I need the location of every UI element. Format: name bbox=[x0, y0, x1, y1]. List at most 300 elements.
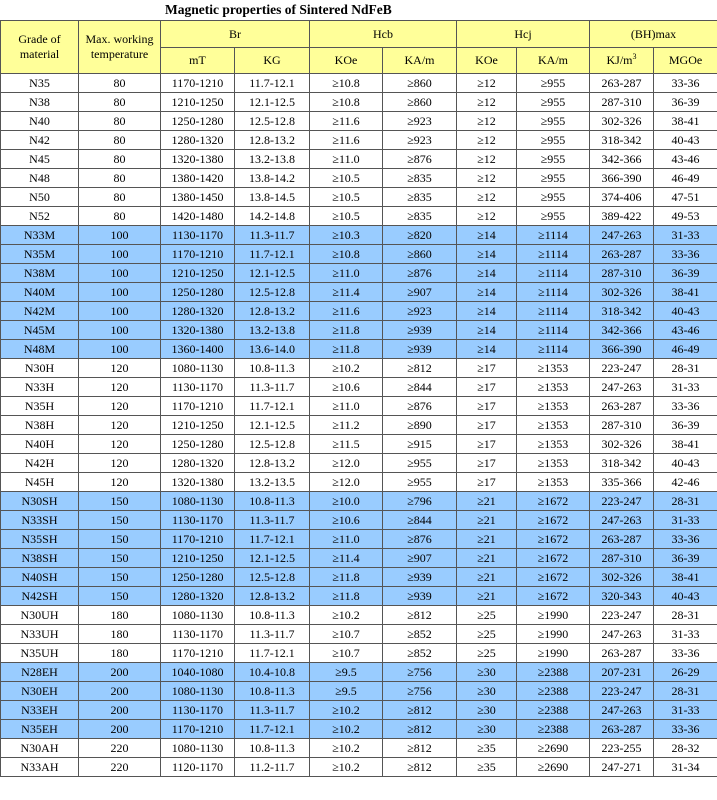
header-grade: Grade of material bbox=[1, 21, 79, 74]
cell-hcj-koe: ≥21 bbox=[457, 587, 517, 606]
cell-hcb-kam: ≥939 bbox=[383, 340, 457, 359]
cell-br-mt: 1380-1420 bbox=[161, 169, 235, 188]
cell-bh-mgoe: 38-41 bbox=[654, 283, 717, 302]
cell-hcb-koe: ≥10.8 bbox=[310, 74, 383, 93]
table-row bbox=[1, 340, 717, 359]
cell-br-kg: 12.5-12.8 bbox=[235, 112, 310, 131]
cell-bh-mgoe: 46-49 bbox=[654, 340, 717, 359]
cell-bh-mgoe: 28-31 bbox=[654, 682, 717, 701]
cell-hcj-kam: ≥955 bbox=[517, 93, 590, 112]
cell-br-mt: 1080-1130 bbox=[161, 359, 235, 378]
cell-br-kg: 12.5-12.8 bbox=[235, 568, 310, 587]
cell-bh-kjm: 374-406 bbox=[590, 188, 654, 207]
cell-hcj-kam: ≥1672 bbox=[517, 511, 590, 530]
cell-grade: N40SH bbox=[1, 568, 79, 587]
cell-hcj-koe: ≥12 bbox=[457, 131, 517, 150]
cell-temperature: 100 bbox=[79, 283, 161, 302]
cell-temperature: 80 bbox=[79, 207, 161, 226]
cell-hcb-kam: ≥852 bbox=[383, 644, 457, 663]
cell-bh-kjm: 223-247 bbox=[590, 682, 654, 701]
cell-bh-kjm: 342-366 bbox=[590, 150, 654, 169]
cell-hcb-kam: ≥844 bbox=[383, 378, 457, 397]
cell-hcj-koe: ≥14 bbox=[457, 302, 517, 321]
cell-temperature: 80 bbox=[79, 112, 161, 131]
cell-br-mt: 1210-1250 bbox=[161, 93, 235, 112]
cell-br-kg: 11.2-11.7 bbox=[235, 758, 310, 777]
cell-hcb-koe: ≥11.0 bbox=[310, 264, 383, 283]
cell-hcb-kam: ≥939 bbox=[383, 568, 457, 587]
cell-grade: N48 bbox=[1, 169, 79, 188]
table-row bbox=[1, 492, 717, 511]
cell-bh-kjm: 389-422 bbox=[590, 207, 654, 226]
cell-temperature: 100 bbox=[79, 226, 161, 245]
cell-temperature: 150 bbox=[79, 492, 161, 511]
cell-bh-mgoe: 31-33 bbox=[654, 625, 717, 644]
cell-bh-mgoe: 33-36 bbox=[654, 530, 717, 549]
cell-hcj-koe: ≥14 bbox=[457, 226, 517, 245]
table-row bbox=[1, 226, 717, 245]
cell-temperature: 180 bbox=[79, 625, 161, 644]
unit-br-mt: mT bbox=[161, 48, 235, 74]
cell-bh-kjm: 247-263 bbox=[590, 226, 654, 245]
table-row bbox=[1, 511, 717, 530]
cell-br-mt: 1170-1210 bbox=[161, 397, 235, 416]
cell-grade: N40M bbox=[1, 283, 79, 302]
cell-hcj-kam: ≥1114 bbox=[517, 264, 590, 283]
cell-br-kg: 11.3-11.7 bbox=[235, 226, 310, 245]
cell-br-kg: 11.3-11.7 bbox=[235, 511, 310, 530]
cell-br-mt: 1170-1210 bbox=[161, 720, 235, 739]
cell-hcb-kam: ≥939 bbox=[383, 321, 457, 340]
cell-hcb-kam: ≥939 bbox=[383, 587, 457, 606]
cell-hcb-koe: ≥10.2 bbox=[310, 739, 383, 758]
table-row bbox=[1, 549, 717, 568]
table-row bbox=[1, 473, 717, 492]
cell-grade: N48M bbox=[1, 340, 79, 359]
cell-grade: N52 bbox=[1, 207, 79, 226]
cell-bh-kjm: 223-247 bbox=[590, 359, 654, 378]
cell-temperature: 120 bbox=[79, 454, 161, 473]
table-row bbox=[1, 397, 717, 416]
cell-hcj-kam: ≥1114 bbox=[517, 245, 590, 264]
cell-br-mt: 1320-1380 bbox=[161, 321, 235, 340]
cell-bh-kjm: 263-287 bbox=[590, 245, 654, 264]
cell-temperature: 150 bbox=[79, 549, 161, 568]
cell-hcj-kam: ≥1672 bbox=[517, 530, 590, 549]
cell-br-mt: 1250-1280 bbox=[161, 283, 235, 302]
cell-bh-kjm: 318-342 bbox=[590, 454, 654, 473]
cell-hcb-kam: ≥907 bbox=[383, 549, 457, 568]
cell-bh-mgoe: 28-31 bbox=[654, 492, 717, 511]
cell-br-kg: 11.7-12.1 bbox=[235, 245, 310, 264]
cell-grade: N38 bbox=[1, 93, 79, 112]
cell-grade: N30EH bbox=[1, 682, 79, 701]
cell-br-kg: 10.8-11.3 bbox=[235, 682, 310, 701]
cell-hcb-koe: ≥11.6 bbox=[310, 131, 383, 150]
unit-bh-kjm-exponent: 3 bbox=[632, 52, 637, 61]
header-bhmax: (BH)max bbox=[590, 21, 717, 48]
cell-br-mt: 1360-1400 bbox=[161, 340, 235, 359]
cell-bh-mgoe: 31-33 bbox=[654, 378, 717, 397]
cell-hcj-koe: ≥14 bbox=[457, 264, 517, 283]
cell-bh-kjm: 287-310 bbox=[590, 549, 654, 568]
cell-br-kg: 12.8-13.2 bbox=[235, 454, 310, 473]
cell-hcb-koe: ≥12.0 bbox=[310, 454, 383, 473]
cell-br-mt: 1210-1250 bbox=[161, 264, 235, 283]
cell-grade: N50 bbox=[1, 188, 79, 207]
table-title: Magnetic properties of Sintered NdFeB bbox=[165, 2, 392, 17]
cell-temperature: 120 bbox=[79, 378, 161, 397]
cell-hcj-koe: ≥21 bbox=[457, 568, 517, 587]
cell-hcj-koe: ≥12 bbox=[457, 112, 517, 131]
cell-hcb-koe: ≥10.3 bbox=[310, 226, 383, 245]
cell-bh-mgoe: 46-49 bbox=[654, 169, 717, 188]
cell-hcb-kam: ≥876 bbox=[383, 397, 457, 416]
cell-hcb-kam: ≥820 bbox=[383, 226, 457, 245]
cell-hcj-koe: ≥25 bbox=[457, 606, 517, 625]
table-row bbox=[1, 606, 717, 625]
cell-temperature: 100 bbox=[79, 302, 161, 321]
cell-bh-mgoe: 33-36 bbox=[654, 644, 717, 663]
cell-hcj-kam: ≥1990 bbox=[517, 625, 590, 644]
cell-hcj-kam: ≥1990 bbox=[517, 606, 590, 625]
cell-hcj-koe: ≥12 bbox=[457, 150, 517, 169]
cell-hcj-kam: ≥955 bbox=[517, 131, 590, 150]
table-row bbox=[1, 169, 717, 188]
cell-br-mt: 1040-1080 bbox=[161, 663, 235, 682]
cell-grade: N42M bbox=[1, 302, 79, 321]
cell-temperature: 120 bbox=[79, 416, 161, 435]
cell-br-kg: 12.8-13.2 bbox=[235, 587, 310, 606]
cell-hcj-kam: ≥1672 bbox=[517, 549, 590, 568]
cell-hcj-kam: ≥1114 bbox=[517, 302, 590, 321]
cell-hcj-koe: ≥30 bbox=[457, 663, 517, 682]
cell-temperature: 80 bbox=[79, 188, 161, 207]
cell-temperature: 80 bbox=[79, 74, 161, 93]
cell-hcb-kam: ≥756 bbox=[383, 663, 457, 682]
cell-grade: N45M bbox=[1, 321, 79, 340]
cell-temperature: 150 bbox=[79, 587, 161, 606]
cell-temperature: 120 bbox=[79, 435, 161, 454]
cell-bh-mgoe: 33-36 bbox=[654, 720, 717, 739]
cell-grade: N28EH bbox=[1, 663, 79, 682]
cell-br-kg: 11.7-12.1 bbox=[235, 397, 310, 416]
cell-br-kg: 10.4-10.8 bbox=[235, 663, 310, 682]
cell-br-kg: 11.7-12.1 bbox=[235, 530, 310, 549]
cell-temperature: 80 bbox=[79, 150, 161, 169]
cell-bh-mgoe: 33-36 bbox=[654, 74, 717, 93]
cell-hcj-koe: ≥17 bbox=[457, 359, 517, 378]
cell-bh-mgoe: 42-46 bbox=[654, 473, 717, 492]
cell-hcb-kam: ≥860 bbox=[383, 93, 457, 112]
cell-bh-kjm: 342-366 bbox=[590, 321, 654, 340]
cell-hcj-kam: ≥1672 bbox=[517, 492, 590, 511]
cell-bh-mgoe: 33-36 bbox=[654, 245, 717, 264]
cell-bh-mgoe: 28-31 bbox=[654, 606, 717, 625]
cell-temperature: 100 bbox=[79, 321, 161, 340]
cell-br-mt: 1130-1170 bbox=[161, 511, 235, 530]
cell-br-mt: 1250-1280 bbox=[161, 435, 235, 454]
table-row bbox=[1, 720, 717, 739]
cell-temperature: 80 bbox=[79, 93, 161, 112]
cell-hcb-koe: ≥11.0 bbox=[310, 150, 383, 169]
cell-temperature: 200 bbox=[79, 701, 161, 720]
cell-bh-kjm: 223-247 bbox=[590, 492, 654, 511]
table-row bbox=[1, 644, 717, 663]
unit-hcj-kam: KA/m bbox=[517, 48, 590, 74]
cell-hcb-koe: ≥10.2 bbox=[310, 359, 383, 378]
cell-hcb-koe: ≥10.2 bbox=[310, 606, 383, 625]
cell-bh-kjm: 263-287 bbox=[590, 720, 654, 739]
cell-bh-kjm: 263-287 bbox=[590, 644, 654, 663]
cell-br-mt: 1210-1250 bbox=[161, 416, 235, 435]
cell-hcj-kam: ≥2388 bbox=[517, 720, 590, 739]
cell-hcb-koe: ≥10.5 bbox=[310, 169, 383, 188]
cell-hcj-koe: ≥17 bbox=[457, 416, 517, 435]
cell-grade: N38M bbox=[1, 264, 79, 283]
cell-grade: N38H bbox=[1, 416, 79, 435]
table-row bbox=[1, 435, 717, 454]
cell-hcb-koe: ≥11.5 bbox=[310, 435, 383, 454]
cell-hcj-kam: ≥1353 bbox=[517, 435, 590, 454]
cell-temperature: 100 bbox=[79, 340, 161, 359]
cell-bh-mgoe: 31-34 bbox=[654, 758, 717, 777]
cell-hcj-kam: ≥2388 bbox=[517, 682, 590, 701]
cell-hcj-koe: ≥17 bbox=[457, 397, 517, 416]
cell-hcb-koe: ≥10.5 bbox=[310, 207, 383, 226]
cell-temperature: 220 bbox=[79, 739, 161, 758]
cell-hcj-koe: ≥14 bbox=[457, 283, 517, 302]
cell-br-mt: 1080-1130 bbox=[161, 492, 235, 511]
cell-br-kg: 11.7-12.1 bbox=[235, 644, 310, 663]
cell-bh-kjm: 366-390 bbox=[590, 169, 654, 188]
cell-bh-kjm: 287-310 bbox=[590, 93, 654, 112]
cell-hcb-kam: ≥812 bbox=[383, 758, 457, 777]
cell-br-mt: 1320-1380 bbox=[161, 150, 235, 169]
cell-hcj-koe: ≥12 bbox=[457, 169, 517, 188]
cell-br-mt: 1170-1210 bbox=[161, 644, 235, 663]
cell-hcb-koe: ≥11.8 bbox=[310, 340, 383, 359]
table-row bbox=[1, 682, 717, 701]
table-row bbox=[1, 378, 717, 397]
cell-br-kg: 12.1-12.5 bbox=[235, 416, 310, 435]
cell-grade: N42 bbox=[1, 131, 79, 150]
cell-hcj-kam: ≥1353 bbox=[517, 397, 590, 416]
cell-br-kg: 11.7-12.1 bbox=[235, 74, 310, 93]
cell-hcj-koe: ≥30 bbox=[457, 682, 517, 701]
cell-hcb-koe: ≥10.7 bbox=[310, 625, 383, 644]
table-row bbox=[1, 568, 717, 587]
cell-grade: N33AH bbox=[1, 758, 79, 777]
cell-hcb-kam: ≥890 bbox=[383, 416, 457, 435]
cell-br-mt: 1080-1130 bbox=[161, 606, 235, 625]
cell-hcb-koe: ≥10.2 bbox=[310, 720, 383, 739]
cell-hcb-kam: ≥835 bbox=[383, 207, 457, 226]
unit-hcb-koe: KOe bbox=[310, 48, 383, 74]
cell-br-mt: 1420-1480 bbox=[161, 207, 235, 226]
cell-br-kg: 12.5-12.8 bbox=[235, 283, 310, 302]
cell-br-mt: 1380-1450 bbox=[161, 188, 235, 207]
cell-grade: N35SH bbox=[1, 530, 79, 549]
cell-bh-mgoe: 36-39 bbox=[654, 416, 717, 435]
table-row bbox=[1, 302, 717, 321]
cell-hcj-kam: ≥2690 bbox=[517, 739, 590, 758]
cell-br-mt: 1280-1320 bbox=[161, 131, 235, 150]
table-row bbox=[1, 150, 717, 169]
cell-hcb-kam: ≥812 bbox=[383, 739, 457, 758]
cell-grade: N30AH bbox=[1, 739, 79, 758]
cell-hcb-koe: ≥11.6 bbox=[310, 112, 383, 131]
cell-hcb-kam: ≥812 bbox=[383, 606, 457, 625]
table-row bbox=[1, 701, 717, 720]
cell-hcb-kam: ≥955 bbox=[383, 454, 457, 473]
cell-hcb-koe: ≥11.6 bbox=[310, 302, 383, 321]
cell-hcj-koe: ≥14 bbox=[457, 245, 517, 264]
cell-grade: N42SH bbox=[1, 587, 79, 606]
table-row bbox=[1, 131, 717, 150]
cell-hcj-koe: ≥25 bbox=[457, 625, 517, 644]
cell-bh-kjm: 263-287 bbox=[590, 74, 654, 93]
cell-br-mt: 1080-1130 bbox=[161, 682, 235, 701]
cell-bh-kjm: 207-231 bbox=[590, 663, 654, 682]
cell-br-mt: 1130-1170 bbox=[161, 701, 235, 720]
header-temperature: Max. working temperature bbox=[79, 21, 161, 74]
cell-bh-mgoe: 40-43 bbox=[654, 131, 717, 150]
cell-hcj-kam: ≥1114 bbox=[517, 321, 590, 340]
cell-hcb-koe: ≥10.6 bbox=[310, 378, 383, 397]
cell-grade: N35H bbox=[1, 397, 79, 416]
cell-grade: N35EH bbox=[1, 720, 79, 739]
cell-grade: N33UH bbox=[1, 625, 79, 644]
cell-bh-kjm: 302-326 bbox=[590, 435, 654, 454]
cell-bh-kjm: 247-263 bbox=[590, 378, 654, 397]
cell-hcj-koe: ≥21 bbox=[457, 549, 517, 568]
cell-br-mt: 1120-1170 bbox=[161, 758, 235, 777]
cell-hcj-kam: ≥955 bbox=[517, 169, 590, 188]
cell-br-kg: 12.1-12.5 bbox=[235, 264, 310, 283]
cell-hcb-kam: ≥756 bbox=[383, 682, 457, 701]
cell-hcb-kam: ≥915 bbox=[383, 435, 457, 454]
cell-bh-mgoe: 43-46 bbox=[654, 150, 717, 169]
cell-temperature: 100 bbox=[79, 264, 161, 283]
cell-hcj-kam: ≥1353 bbox=[517, 359, 590, 378]
cell-hcb-koe: ≥10.7 bbox=[310, 644, 383, 663]
cell-hcb-kam: ≥923 bbox=[383, 112, 457, 131]
cell-hcb-koe: ≥11.0 bbox=[310, 530, 383, 549]
cell-bh-kjm: 318-342 bbox=[590, 302, 654, 321]
header-hcb: Hcb bbox=[310, 21, 457, 48]
cell-grade: N33H bbox=[1, 378, 79, 397]
cell-grade: N45H bbox=[1, 473, 79, 492]
cell-br-kg: 11.3-11.7 bbox=[235, 701, 310, 720]
cell-hcj-koe: ≥12 bbox=[457, 188, 517, 207]
cell-hcb-kam: ≥796 bbox=[383, 492, 457, 511]
cell-br-kg: 12.8-13.2 bbox=[235, 131, 310, 150]
cell-hcb-kam: ≥812 bbox=[383, 720, 457, 739]
cell-hcj-koe: ≥17 bbox=[457, 378, 517, 397]
cell-hcj-koe: ≥12 bbox=[457, 207, 517, 226]
cell-hcb-koe: ≥11.8 bbox=[310, 321, 383, 340]
cell-br-kg: 12.5-12.8 bbox=[235, 435, 310, 454]
cell-br-mt: 1080-1130 bbox=[161, 739, 235, 758]
cell-temperature: 180 bbox=[79, 606, 161, 625]
cell-hcj-kam: ≥955 bbox=[517, 150, 590, 169]
table-row bbox=[1, 416, 717, 435]
cell-hcj-kam: ≥1353 bbox=[517, 416, 590, 435]
cell-hcj-koe: ≥17 bbox=[457, 435, 517, 454]
cell-hcj-koe: ≥17 bbox=[457, 473, 517, 492]
cell-hcb-kam: ≥852 bbox=[383, 625, 457, 644]
cell-hcb-kam: ≥835 bbox=[383, 188, 457, 207]
cell-hcb-kam: ≥812 bbox=[383, 359, 457, 378]
cell-bh-mgoe: 33-36 bbox=[654, 397, 717, 416]
cell-br-kg: 10.8-11.3 bbox=[235, 739, 310, 758]
cell-br-kg: 12.1-12.5 bbox=[235, 93, 310, 112]
cell-hcb-kam: ≥860 bbox=[383, 74, 457, 93]
properties-table bbox=[0, 20, 717, 777]
cell-temperature: 120 bbox=[79, 473, 161, 492]
cell-temperature: 200 bbox=[79, 720, 161, 739]
unit-bh-mgoe: MGOe bbox=[654, 48, 717, 74]
cell-br-mt: 1170-1210 bbox=[161, 74, 235, 93]
cell-bh-kjm: 287-310 bbox=[590, 264, 654, 283]
cell-br-mt: 1130-1170 bbox=[161, 226, 235, 245]
cell-hcj-koe: ≥14 bbox=[457, 321, 517, 340]
cell-hcj-koe: ≥35 bbox=[457, 739, 517, 758]
cell-hcj-kam: ≥955 bbox=[517, 207, 590, 226]
cell-grade: N30UH bbox=[1, 606, 79, 625]
cell-hcj-koe: ≥12 bbox=[457, 74, 517, 93]
cell-bh-kjm: 247-263 bbox=[590, 625, 654, 644]
cell-br-kg: 10.8-11.3 bbox=[235, 606, 310, 625]
cell-temperature: 150 bbox=[79, 568, 161, 587]
cell-hcj-kam: ≥1353 bbox=[517, 473, 590, 492]
cell-hcb-kam: ≥923 bbox=[383, 131, 457, 150]
cell-br-kg: 11.3-11.7 bbox=[235, 625, 310, 644]
cell-grade: N30H bbox=[1, 359, 79, 378]
cell-bh-mgoe: 38-41 bbox=[654, 568, 717, 587]
cell-grade: N33SH bbox=[1, 511, 79, 530]
cell-hcb-koe: ≥11.4 bbox=[310, 549, 383, 568]
cell-grade: N30SH bbox=[1, 492, 79, 511]
cell-br-kg: 10.8-11.3 bbox=[235, 359, 310, 378]
cell-hcj-kam: ≥2690 bbox=[517, 758, 590, 777]
cell-bh-kjm: 247-271 bbox=[590, 758, 654, 777]
cell-hcb-koe: ≥10.8 bbox=[310, 93, 383, 112]
cell-br-kg: 11.7-12.1 bbox=[235, 720, 310, 739]
cell-temperature: 200 bbox=[79, 682, 161, 701]
cell-temperature: 150 bbox=[79, 530, 161, 549]
cell-hcb-koe: ≥12.0 bbox=[310, 473, 383, 492]
cell-br-mt: 1210-1250 bbox=[161, 549, 235, 568]
cell-hcj-koe: ≥12 bbox=[457, 93, 517, 112]
cell-grade: N35 bbox=[1, 74, 79, 93]
cell-bh-kjm: 302-326 bbox=[590, 283, 654, 302]
cell-br-kg: 12.1-12.5 bbox=[235, 549, 310, 568]
unit-br-kg: KG bbox=[235, 48, 310, 74]
table-row bbox=[1, 359, 717, 378]
cell-hcb-koe: ≥11.4 bbox=[310, 283, 383, 302]
cell-hcj-koe: ≥21 bbox=[457, 511, 517, 530]
cell-br-mt: 1280-1320 bbox=[161, 587, 235, 606]
table-row bbox=[1, 321, 717, 340]
cell-br-mt: 1130-1170 bbox=[161, 625, 235, 644]
cell-bh-kjm: 263-287 bbox=[590, 530, 654, 549]
cell-hcb-koe: ≥11.8 bbox=[310, 568, 383, 587]
cell-grade: N33M bbox=[1, 226, 79, 245]
cell-hcb-kam: ≥844 bbox=[383, 511, 457, 530]
cell-hcb-kam: ≥923 bbox=[383, 302, 457, 321]
